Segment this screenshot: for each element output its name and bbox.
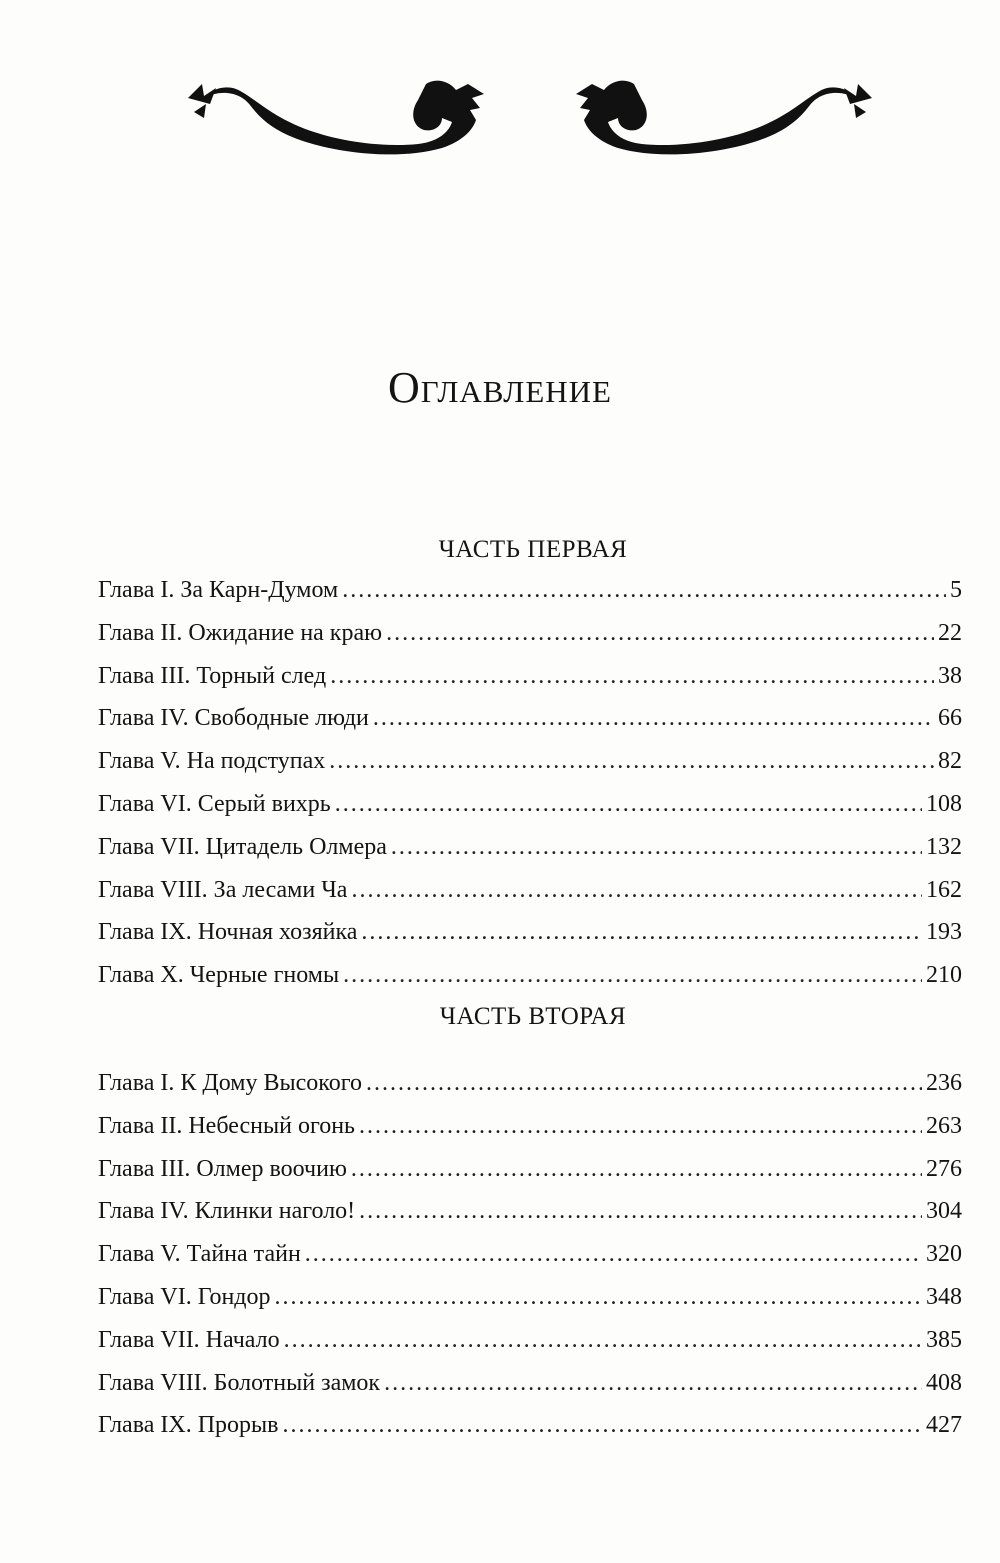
toc-entry[interactable]: Глава I. К Дому Высокого . . . 236 bbox=[98, 1070, 962, 1113]
toc-part-1 bbox=[98, 577, 962, 1005]
toc-entry[interactable]: Глава V. На подступах . . . 82 bbox=[98, 748, 962, 791]
part-heading-2: ЧАСТЬ ВТОРАЯ bbox=[439, 1003, 627, 1030]
toc-entry[interactable]: Глава VII. Цитадель Олмера . . . 132 bbox=[98, 834, 962, 877]
toc-entry[interactable]: Глава III. Торный след . . . 38 bbox=[98, 663, 962, 706]
toc-entry[interactable]: Глава IX. Ночная хозяйка . . . 193 bbox=[98, 919, 962, 962]
toc-entry[interactable]: Глава II. Ожидание на краю . . . 22 bbox=[98, 620, 962, 663]
toc-entry[interactable]: Глава IV. Свободные люди . . . 66 bbox=[98, 705, 962, 748]
toc-entry[interactable]: Глава VII. Начало . . . 385 bbox=[98, 1327, 962, 1370]
toc-entry[interactable]: Глава I. За Карн-Думом . . . 5 bbox=[98, 577, 962, 620]
part-heading-1: ЧАСТЬ ПЕРВАЯ bbox=[438, 536, 628, 563]
toc-entry[interactable]: Глава VIII. За лесами Ча . . . 162 bbox=[98, 877, 962, 920]
toc-entry[interactable]: Глава VI. Серый вихрь . . . 108 bbox=[98, 791, 962, 834]
dragon-ornament-icon bbox=[180, 70, 880, 190]
toc-entry[interactable]: Глава VIII. Болотный замок . . . 408 bbox=[98, 1370, 962, 1413]
toc-part-2 bbox=[98, 1070, 962, 1455]
toc-entry[interactable]: Глава III. Олмер воочию . . . 276 bbox=[98, 1156, 962, 1199]
toc-entry[interactable]: Глава IX. Прорыв . . . 427 bbox=[98, 1412, 962, 1455]
toc-entry[interactable]: Глава VI. Гондор . . . 348 bbox=[98, 1284, 962, 1327]
toc-entry[interactable]: Глава IV. Клинки наголо! . . . 304 bbox=[98, 1198, 962, 1241]
toc-entry[interactable]: Глава X. Черные гномы . . . 210 bbox=[98, 962, 962, 1005]
page-title: Оглавление bbox=[388, 363, 612, 412]
toc-entry[interactable]: Глава II. Небесный огонь . . . 263 bbox=[98, 1113, 962, 1156]
toc-entry[interactable]: Глава V. Тайна тайн . . . 320 bbox=[98, 1241, 962, 1284]
